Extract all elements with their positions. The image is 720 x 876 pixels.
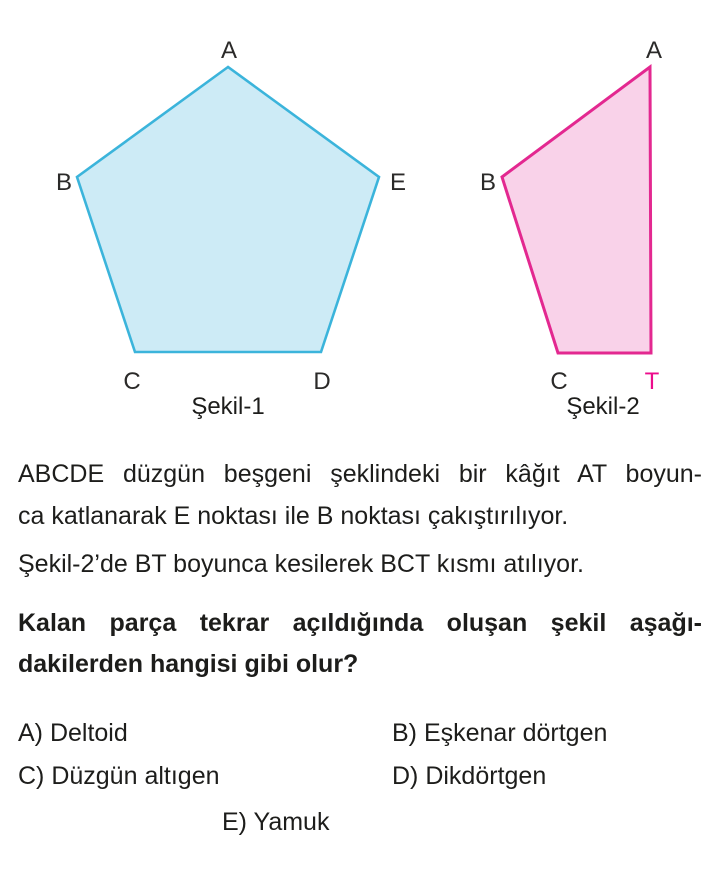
fig2-vertex-label-a: A: [645, 37, 663, 64]
figure2-caption: Şekil-2: [566, 393, 640, 420]
option-b: B) Eşkenar dörtgen: [392, 719, 608, 747]
fig2-vertex-label-c: C: [550, 368, 568, 395]
question-prompt-line2: dakilerden hangisi gibi olur?: [18, 650, 359, 678]
fig1-vertex-label-c: C: [123, 368, 141, 395]
pentagon-shape: [77, 67, 379, 352]
option-e: E) Yamuk: [222, 808, 330, 836]
fig2-vertex-label-t: T: [644, 368, 660, 395]
figure-1: [56, 37, 406, 420]
question-paragraph1-line1: ABCDE düzgün beşgeni şeklindeki bir kâğıt AT boyun-: [18, 460, 702, 488]
option-d: D) Dikdörtgen: [392, 762, 547, 790]
figures-area: [0, 0, 720, 430]
question-prompt-line1: Kalan parça tekrar açıldığında oluşan şekil aşağı-: [18, 609, 702, 637]
fig1-vertex-label-b: B: [55, 169, 72, 196]
fig2-vertex-label-b: B: [479, 169, 496, 196]
fig1-vertex-label-d: D: [313, 368, 331, 395]
fig1-vertex-label-e: E: [390, 169, 407, 196]
folded-shape: [502, 67, 651, 353]
question-paragraph1-line2: ca katlanarak E noktası ile B noktası çakıştırılıyor.: [18, 502, 569, 530]
option-a: A) Deltoid: [18, 719, 128, 747]
figure-2: [480, 37, 662, 420]
option-c: C) Düzgün altıgen: [18, 762, 220, 790]
figure1-caption: Şekil-1: [191, 393, 265, 420]
question-paragraph2: Şekil-2’de BT boyunca kesilerek BCT kısmı atılıyor.: [18, 550, 584, 578]
fig1-vertex-label-a: A: [220, 37, 238, 64]
